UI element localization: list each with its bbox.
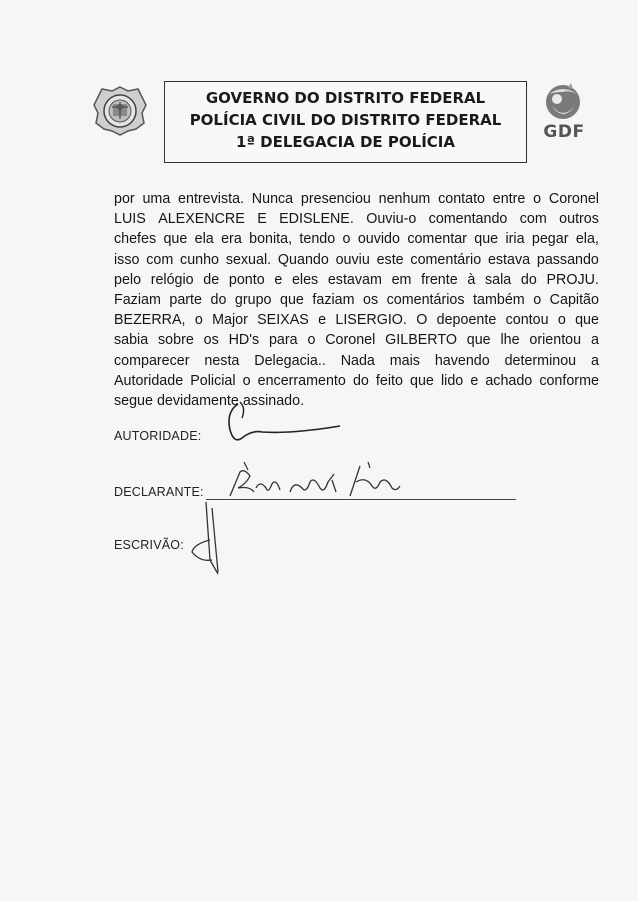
word: com <box>146 251 174 268</box>
word: a <box>591 352 599 369</box>
word: devidamente <box>156 393 239 410</box>
word: feito <box>375 372 403 389</box>
word: o <box>307 332 316 349</box>
word: ouviu <box>335 251 370 268</box>
word: estava <box>487 251 531 268</box>
word: Coronel <box>548 191 599 207</box>
word: determinou <box>504 352 577 369</box>
word: grupo <box>234 292 272 309</box>
word: também <box>473 292 525 309</box>
autoridade-label: AUTORIDADE: <box>114 429 202 443</box>
word: os <box>203 332 219 349</box>
word: para <box>268 332 298 349</box>
word: ela, <box>575 231 599 248</box>
word: era <box>221 231 242 248</box>
word: Coronel <box>325 332 376 349</box>
word: contou <box>505 312 549 329</box>
word: comentando <box>428 211 508 228</box>
word: sexual. <box>225 251 272 268</box>
word: isso <box>114 251 140 268</box>
word: depoente <box>436 312 497 329</box>
word: Policial <box>190 372 236 389</box>
word: O <box>416 312 428 329</box>
word: os <box>363 292 379 309</box>
word: ela <box>194 231 214 248</box>
word: achado <box>485 372 533 389</box>
word: Delegacia.. <box>254 352 326 369</box>
gdf-logo-text: GDF <box>543 122 585 142</box>
word: o <box>242 372 251 389</box>
word: uma <box>142 191 171 207</box>
escrivao-label: ESCRIVÃO: <box>114 538 184 552</box>
word: e <box>274 271 283 288</box>
text-line <box>114 391 599 411</box>
word: o <box>533 292 542 309</box>
word: chefes <box>114 231 157 248</box>
autoridade-signature <box>212 400 352 450</box>
declarante-signature <box>210 458 410 504</box>
text-line <box>114 189 599 209</box>
word: parte <box>169 292 202 309</box>
word: encerramento <box>257 372 346 389</box>
word: do <box>352 372 369 389</box>
word: HD's <box>228 332 260 349</box>
testimony-paragraph <box>114 189 599 411</box>
word: o <box>194 312 203 329</box>
word: PROJU. <box>546 271 599 288</box>
word: GILBERTO <box>385 332 457 349</box>
word: o <box>342 231 351 248</box>
word: sala <box>484 271 512 288</box>
word: presenciou <box>300 191 371 207</box>
word: conforme <box>539 372 599 389</box>
word: do <box>520 271 537 288</box>
letterhead-police: POLÍCIA CIVIL DO DISTRITO FEDERAL <box>189 111 502 129</box>
word: ouvido <box>357 231 400 248</box>
escrivao-signature <box>188 500 238 580</box>
word: que <box>410 372 434 389</box>
word: frente <box>421 271 458 288</box>
word: Autoridade <box>114 372 184 389</box>
word: estavam <box>327 271 382 288</box>
word: nenhum <box>378 191 431 207</box>
word: lhe <box>500 332 520 349</box>
word: iria <box>505 231 525 248</box>
letterhead-box <box>164 81 527 163</box>
word: Major <box>212 312 248 329</box>
word: eles <box>291 271 319 288</box>
word: Capitão <box>549 292 599 309</box>
word: lido <box>440 372 464 389</box>
word: SEIXAS <box>257 312 309 329</box>
text-line <box>114 229 599 249</box>
police-badge-emblem-icon <box>92 85 148 137</box>
text-line <box>114 310 599 330</box>
word: outros <box>559 211 599 228</box>
word: por <box>114 191 135 207</box>
word: sobre <box>158 332 194 349</box>
word: BEZERRA, <box>114 312 186 329</box>
word: que <box>466 332 491 349</box>
word: que <box>163 231 188 248</box>
word: com <box>519 211 547 228</box>
word: comentários <box>386 292 465 309</box>
word: e <box>470 372 479 389</box>
word: este <box>376 251 404 268</box>
word: EDISLENE. <box>279 211 354 228</box>
letterhead-precinct: 1ª DELEGACIA DE POLÍCIA <box>236 133 455 151</box>
letterhead-government: GOVERNO DO DISTRITO FEDERAL <box>205 89 486 107</box>
word: havendo <box>434 352 490 369</box>
word: que <box>280 292 304 309</box>
word: sabia <box>114 332 149 349</box>
word: do <box>210 292 227 309</box>
word: Ouviu-o <box>366 211 417 228</box>
word: o <box>557 312 566 329</box>
word: passando <box>536 251 599 268</box>
word: Nada <box>340 352 375 369</box>
text-line <box>114 330 599 350</box>
word: LUIS <box>114 211 146 228</box>
word: nesta <box>204 352 240 369</box>
word: ALEXENCRE <box>158 211 245 228</box>
word: que <box>474 231 499 248</box>
word: segue <box>114 393 153 410</box>
word: cunho <box>180 251 220 268</box>
word: assinado. <box>242 393 305 410</box>
word: contato <box>438 191 485 207</box>
word: entrevista. <box>178 191 245 207</box>
word: a <box>590 332 599 349</box>
word: ponto <box>228 271 265 288</box>
text-line <box>114 290 599 310</box>
word: LISERGIO. <box>335 312 407 329</box>
word: faziam <box>312 292 355 309</box>
word: à <box>467 271 476 288</box>
word: o <box>533 191 542 207</box>
word: comentar <box>407 231 467 248</box>
text-line <box>114 371 599 391</box>
word: pelo <box>114 271 142 288</box>
text-line <box>114 209 599 229</box>
text-line <box>114 270 599 290</box>
text-line <box>114 250 599 270</box>
word: de <box>203 271 220 288</box>
declarante-label: DECLARANTE: <box>114 485 204 499</box>
word: e <box>318 312 327 329</box>
word: E <box>257 211 267 228</box>
word: comparecer <box>114 352 190 369</box>
word: relógio <box>150 271 194 288</box>
word: pegar <box>531 231 569 248</box>
word: entre <box>492 191 526 207</box>
word: bonita, <box>249 231 293 248</box>
word: mais <box>389 352 420 369</box>
word: que <box>575 312 599 329</box>
word: orientou <box>529 332 582 349</box>
word: tendo <box>299 231 336 248</box>
text-line <box>114 351 599 371</box>
word: comentário <box>410 251 482 268</box>
word: em <box>391 271 412 288</box>
word: Faziam <box>114 292 161 309</box>
word: Nunca <box>251 191 294 207</box>
word: Quando <box>277 251 329 268</box>
